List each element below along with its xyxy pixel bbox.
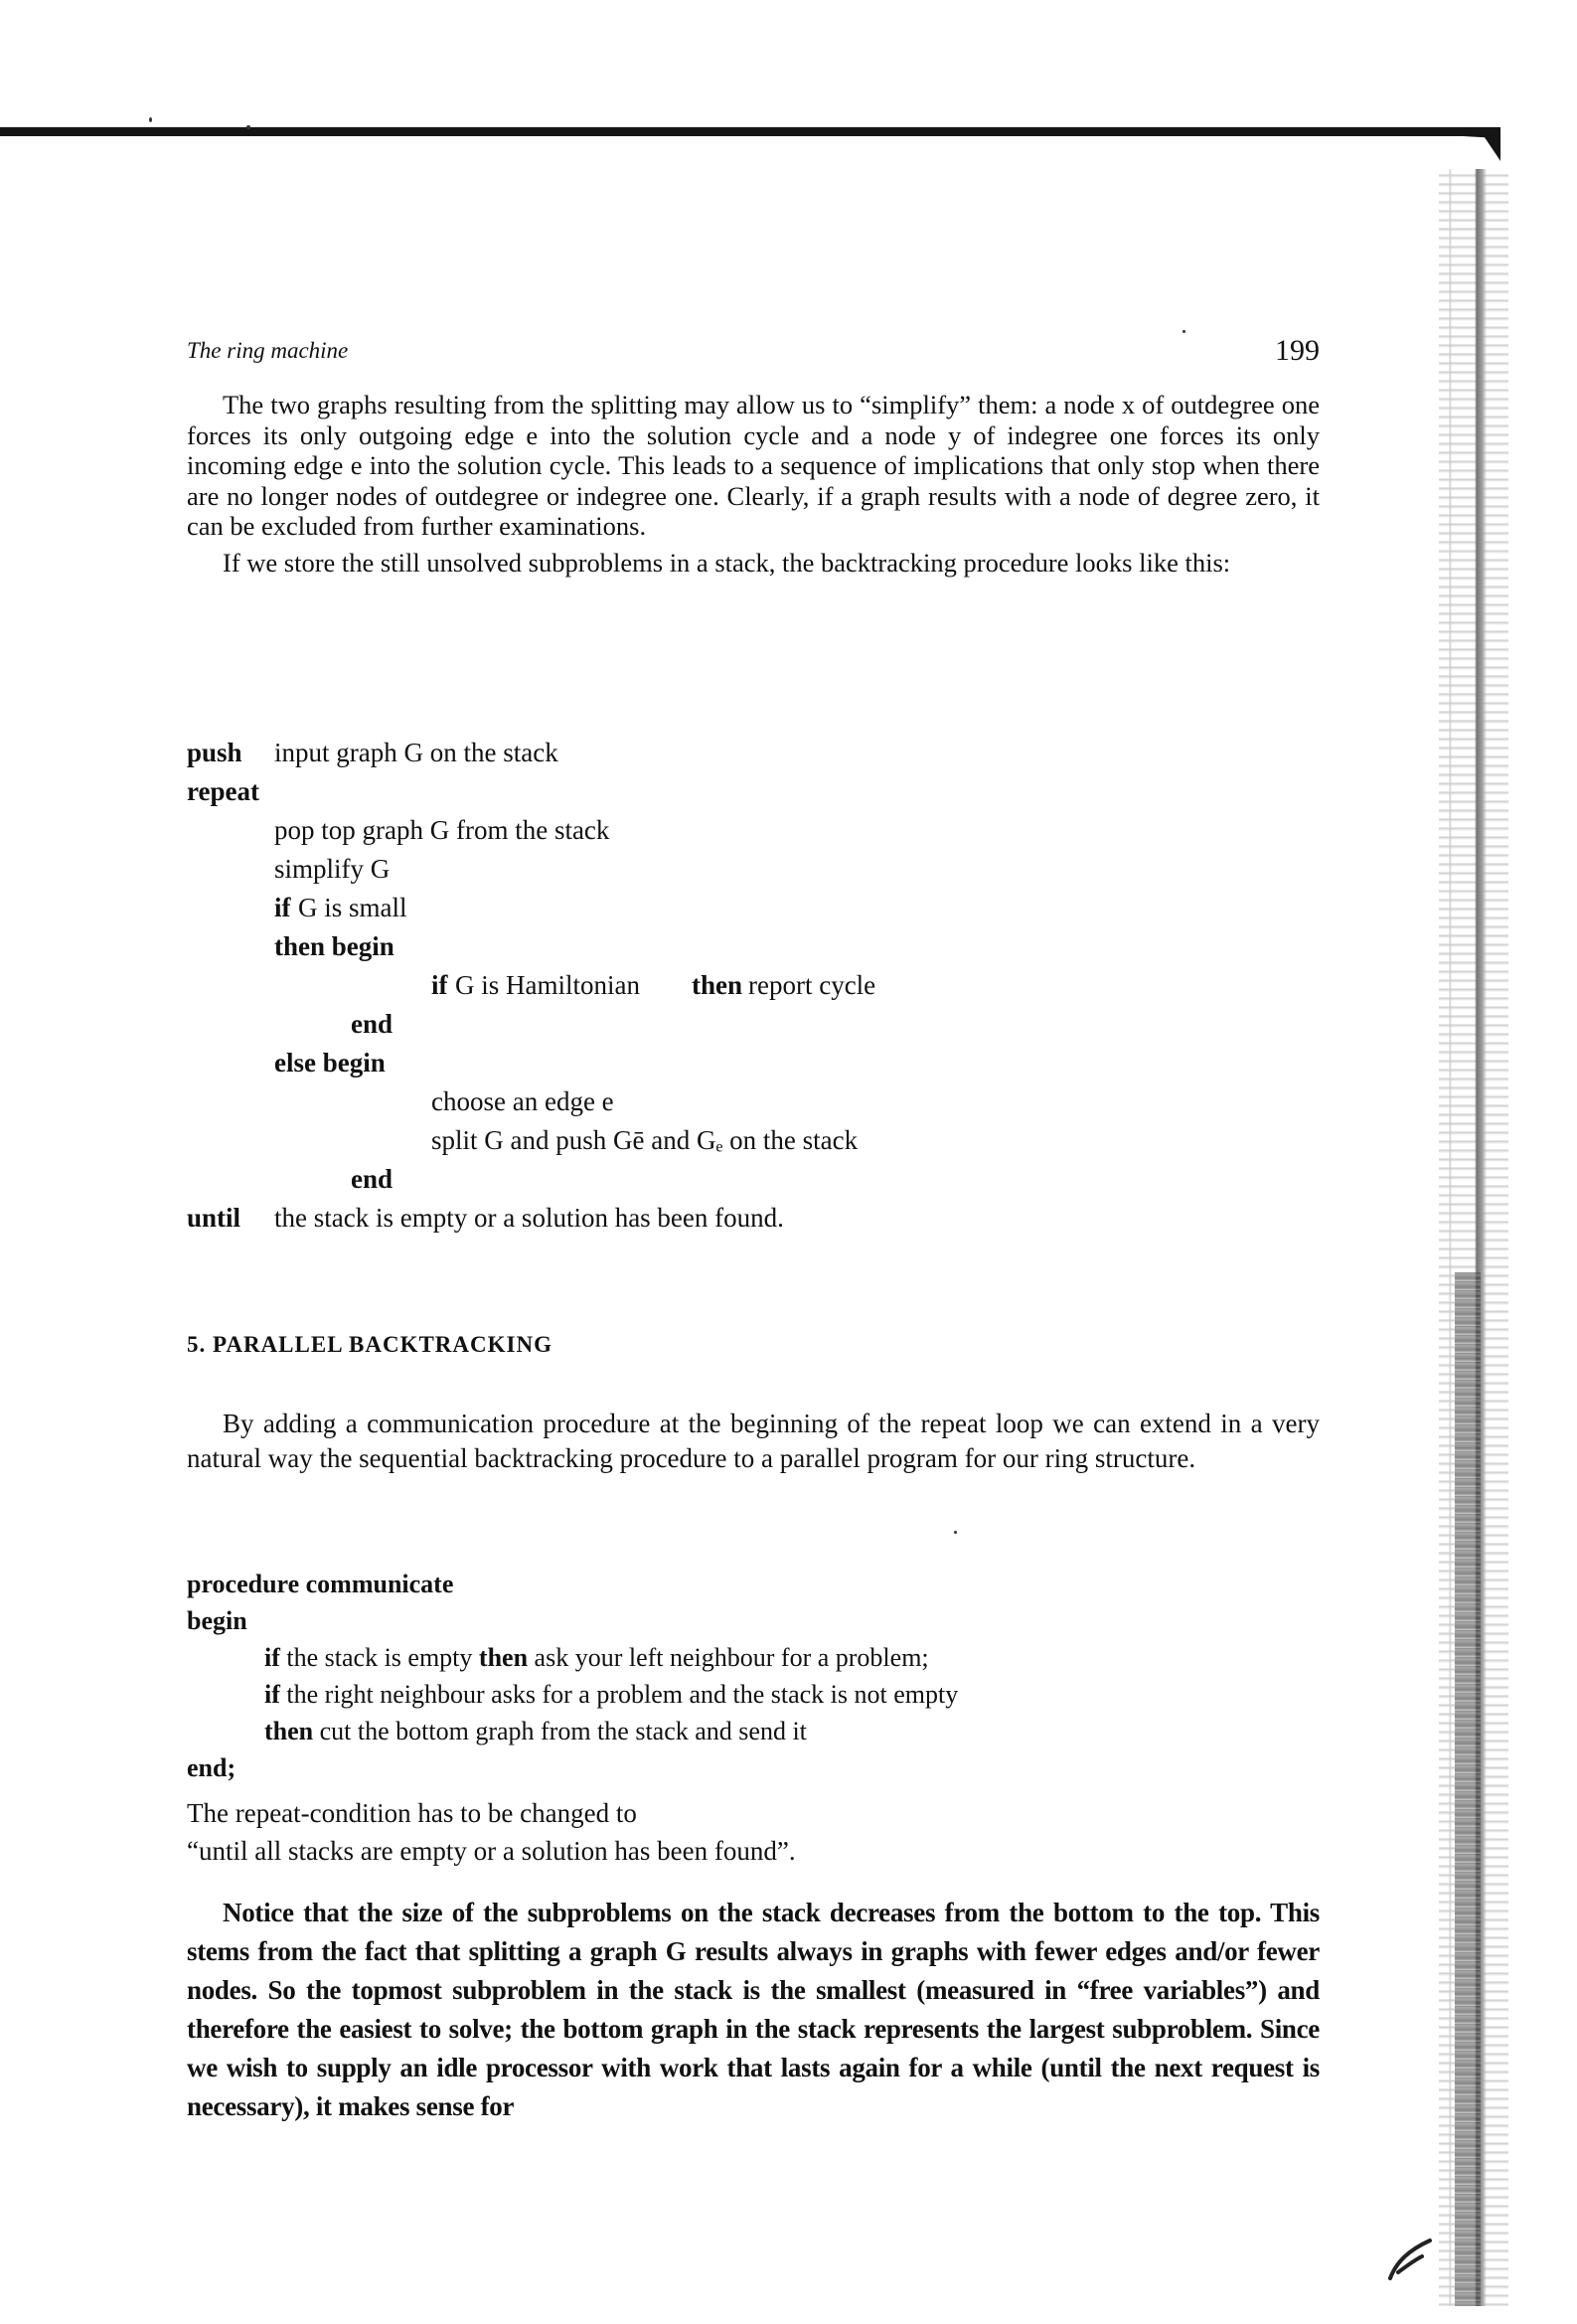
keyword: then xyxy=(692,970,743,1000)
closing-paragraph xyxy=(187,1894,1320,2126)
paragraph-2: If we store the still unsolved subproblems in a stack, the backtracking procedure looks like this: xyxy=(223,547,1231,578)
procedure-text: cut the bottom graph from the stack and send it xyxy=(319,1717,807,1745)
page-header xyxy=(187,334,1320,374)
top-rule-end xyxy=(1461,127,1500,161)
section-heading: 5. PARALLEL BACKTRACKING xyxy=(187,1332,552,1357)
keyword: if xyxy=(431,970,448,1000)
algo-text: choose an edge e xyxy=(431,1086,614,1116)
algo-text: pop top graph G from the stack xyxy=(274,815,610,845)
algo-line xyxy=(187,1044,1320,1082)
keyword: until xyxy=(187,1203,241,1233)
keyword: push xyxy=(187,738,242,767)
algo-line xyxy=(187,1160,1320,1199)
keyword: if xyxy=(264,1643,280,1672)
procedure-line xyxy=(187,1713,1320,1749)
procedure-end: end; xyxy=(187,1753,237,1782)
speck xyxy=(149,117,152,122)
keyword: then xyxy=(264,1717,314,1745)
algo-line xyxy=(187,734,1320,772)
keyword: then begin xyxy=(274,931,394,961)
backtracking-algorithm xyxy=(187,734,1320,1238)
algo-text: G is small xyxy=(298,893,407,922)
procedure-line xyxy=(187,1676,1320,1713)
algo-text: report cycle xyxy=(748,970,876,1000)
procedure-text: the stack is empty xyxy=(286,1643,473,1672)
closing-text: Notice that the size of the subproblems on the stack decreases from the bottom to the top. This stems from the fact that splitting a graph G results always in graphs with fewer edges and/or fewer nodes. So the topmost subproblem in the stack is the smallest (measured in “free variables”) and therefore the easiest to solve; the bottom graph in the stack represents the largest subproblem. Since we wish to supply an idle processor with work that lasts again for a while (until the next request is necessary), it makes sense for xyxy=(187,1898,1320,2121)
keyword: end xyxy=(351,1164,394,1194)
keyword: if xyxy=(264,1680,280,1709)
algo-text: the stack is empty or a solution has been found. xyxy=(274,1203,784,1233)
algo-line xyxy=(187,1082,1320,1121)
algo-text: input graph G on the stack xyxy=(274,738,558,767)
speck xyxy=(246,125,250,129)
algo-text: simplify G xyxy=(274,854,391,884)
communicate-procedure xyxy=(187,1566,1320,1786)
note-line-2: “until all stacks are empty or a solution has been found”. xyxy=(187,1836,796,1866)
algo-line xyxy=(187,811,1320,850)
procedure-header: procedure communicate xyxy=(187,1570,454,1598)
algo-line xyxy=(187,850,1320,889)
note-line-1: The repeat-condition has to be changed to xyxy=(187,1798,637,1828)
procedure-text: ask your left neighbour for a problem; xyxy=(534,1643,929,1672)
procedure-text: the right neighbour asks for a problem and the stack is not empty xyxy=(286,1680,959,1709)
binding-gutter xyxy=(1455,1272,1481,2306)
page-number: 199 xyxy=(1275,334,1320,367)
speck xyxy=(954,1531,957,1534)
algo-text: G is Hamiltonian xyxy=(455,970,640,1000)
keyword: repeat xyxy=(187,776,259,806)
section-intro-text: By adding a communication procedure at the beginning of the repeat loop we can extend in a very natural way the sequential backtracking procedure to a parallel program for our ring structure. xyxy=(187,1409,1320,1473)
keyword: else begin xyxy=(274,1048,386,1078)
intro-text xyxy=(187,390,1320,578)
algo-text: split G and push Gē and Gₑ on the stack xyxy=(431,1125,859,1155)
algo-line xyxy=(187,1005,1320,1044)
keyword: then xyxy=(478,1643,529,1672)
keyword: if xyxy=(274,893,291,922)
speck xyxy=(1183,330,1185,333)
algo-line xyxy=(187,966,1320,1005)
algo-line xyxy=(187,772,1320,811)
section-intro xyxy=(187,1407,1320,1476)
algo-line xyxy=(187,927,1320,966)
repeat-condition-note xyxy=(187,1794,1320,1870)
paragraph-1: The two graphs resulting from the splitting may allow us to “simplify” them: a node x of outdegree one forces its only outgoing edge e into the solution cycle and a node y of indegree one forces its only incoming edge e into the solution cycle. This leads to a sequence of implications that only stop when there are no longer nodes of outdegree or indegree one. Clearly, if a graph results with a node of degree zero, it can be excluded from further examinations. xyxy=(187,390,1320,541)
procedure-line xyxy=(187,1639,1320,1676)
procedure-begin: begin xyxy=(187,1606,247,1635)
algo-line xyxy=(187,1121,1320,1160)
keyword: end xyxy=(351,1009,394,1039)
running-title: The ring machine xyxy=(187,338,349,363)
pencil-mark xyxy=(1386,2227,1446,2286)
algo-line xyxy=(187,1199,1320,1238)
top-rule xyxy=(0,127,1491,136)
algo-line xyxy=(187,889,1320,927)
